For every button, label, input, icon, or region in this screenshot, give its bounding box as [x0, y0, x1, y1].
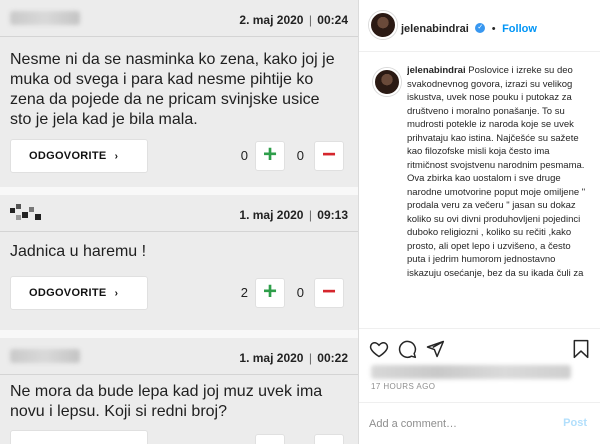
post-button[interactable]: Post [563, 417, 587, 429]
comment-item [0, 195, 358, 330]
comment-date: 1. maj 2020 [239, 351, 304, 365]
downvote-button[interactable]: − [314, 278, 344, 308]
caption-text: Poslovice i izreke su deo svakodnevnog govora, izrazi su velikog iskustva, uvek nose pouku i putokaz za društveno i moralno ponašanje. To su mudrosti potekle iz naroda koje se uvek prihvataju kao istina. Najčešće su sažete kao filozofske misli koja često ima ritmičnost svojstvenu narodnim pesmama. Ova zbirka kao uostalom i sve druge narodne umotvorine poput moje omiljene " prodala veru za večeru " jasan su dokaz koliko su ovi divni produhovljeni pojedinci duboko religiozni , koliko su rečiti ,kako prosto, ali opet lepo i uzvišeno, a često puta i jedrim humorom jednostavno iskazuju osećanje, bez da su ikada čuli za [407, 65, 586, 279]
post-username[interactable]: jelenabindrai [401, 23, 469, 35]
post-time-ago: 17 HOURS AGO [371, 382, 436, 391]
comment-icon[interactable] [397, 339, 417, 359]
post-caption [407, 64, 587, 322]
dislike-count: 0 [296, 148, 304, 163]
comment-header [0, 195, 358, 232]
reply-label: ODGOVORITE [29, 150, 107, 162]
follow-button[interactable]: Follow [502, 23, 537, 35]
blurred-username [10, 11, 80, 25]
upvote-button[interactable]: + [255, 278, 285, 308]
caption-avatar[interactable] [373, 68, 401, 96]
chevron-right-icon: › [114, 150, 119, 162]
reply-button[interactable] [10, 276, 148, 310]
pixelated-username [10, 204, 46, 224]
downvote-button[interactable]: − [314, 141, 344, 171]
reply-button[interactable] [10, 430, 148, 444]
comment-meta: 1. maj 2020 | 09:13 [239, 208, 348, 222]
comment-date: 2. maj 2020 [239, 13, 304, 27]
upvote-button[interactable] [255, 434, 285, 444]
comment-input[interactable] [369, 415, 549, 433]
comment-time: 00:24 [317, 13, 348, 27]
upvote-button[interactable]: + [255, 141, 285, 171]
comment-date: 1. maj 2020 [239, 208, 304, 222]
comment-text: Jadnica u haremu ! [10, 243, 147, 260]
verified-badge-icon: ✓ [475, 23, 485, 33]
like-count: 0 [240, 148, 248, 163]
post-header: jelenabindrai ✓ • Follow [359, 0, 600, 52]
share-icon[interactable] [425, 339, 445, 359]
dislike-count: 0 [296, 285, 304, 300]
comment-meta: 1. maj 2020 | 00:22 [239, 351, 348, 365]
blurred-username [10, 349, 80, 363]
heart-icon[interactable] [369, 339, 389, 359]
comment-header [0, 338, 358, 375]
bookmark-icon[interactable] [571, 339, 591, 359]
post-actions [359, 328, 600, 388]
like-count: 2 [240, 285, 248, 300]
comment-time: 00:22 [317, 351, 348, 365]
comment-header [0, 0, 358, 37]
comment-text: Nesme ni da se nasminka ko zena, kako joj je muka od svega i para kad nesme pihtije ko zena da pojede da ne pricam svinjske usice sto je jela kad je bila mala. [10, 51, 335, 128]
reply-label: ODGOVORITE [29, 287, 107, 299]
reply-button[interactable] [10, 139, 148, 173]
blurred-likes [371, 365, 571, 379]
downvote-button[interactable] [314, 434, 344, 444]
avatar[interactable] [369, 11, 397, 39]
comment-item [0, 0, 358, 187]
caption-username[interactable]: jelenabindrai [407, 65, 466, 76]
chevron-right-icon: › [114, 287, 119, 299]
comment-meta: 2. maj 2020 | 00:24 [239, 13, 348, 27]
comment-time: 09:13 [317, 208, 348, 222]
instagram-post [358, 0, 600, 444]
add-comment-bar [359, 402, 600, 444]
comment-text: Ne mora da bude lepa kad joj muz uvek ima novu i lepsu. Koji si redni broj? [10, 383, 323, 420]
comment-item [0, 338, 358, 444]
